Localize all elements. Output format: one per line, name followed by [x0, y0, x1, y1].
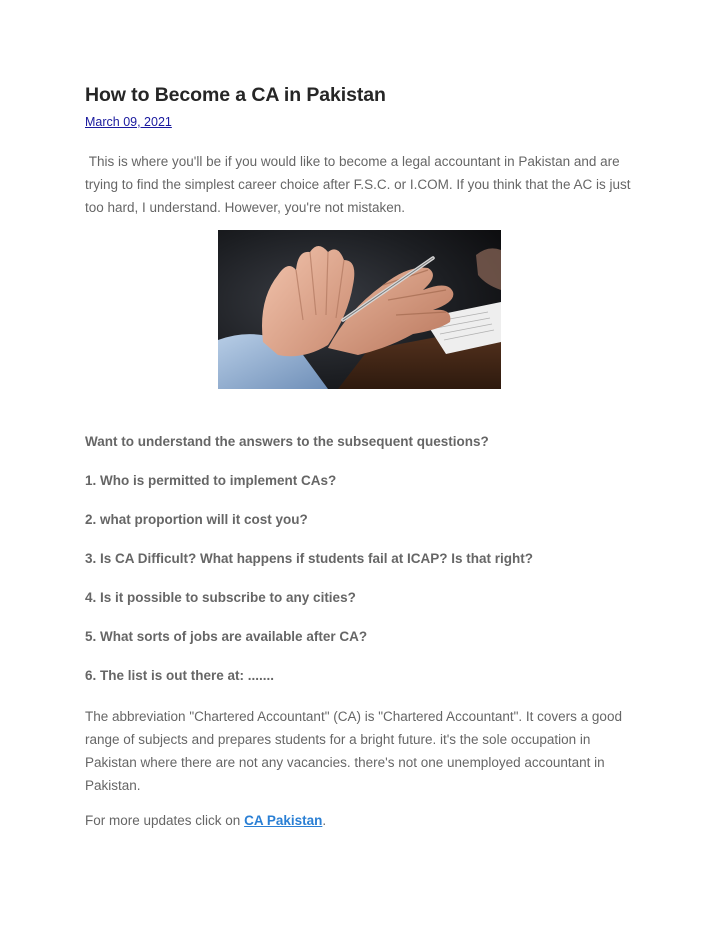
negotiation-hands-photo: [218, 230, 501, 389]
updates-line: [85, 813, 326, 828]
updates-suffix: .: [322, 813, 327, 828]
question-item: 2. what proportion will it cost you?: [85, 512, 308, 527]
question-item: 6. The list is out there at: .......: [85, 668, 275, 683]
updates-prefix: For more updates click on: [85, 813, 245, 828]
questions-heading: Want to understand the answers to the subsequent questions?: [85, 434, 489, 449]
question-item: 5. What sorts of jobs are available after CA?: [85, 629, 368, 644]
intro-paragraph: This is where you'll be if you would like to become a legal accountant in Pakistan and are trying to find the simplest career choice after F.S.C. or I.COM. If you think that the AC is just too hard, I understand. However, you're not mistaken.: [85, 154, 635, 215]
question-item: 1. Who is permitted to implement CAs?: [85, 473, 337, 488]
article-title: How to Become a CA in Pakistan: [85, 84, 386, 106]
body-paragraph: The abbreviation "Chartered Accountant" (CA) is "Chartered Accountant". It covers a good range of subjects and prepares students for a bright future. it's the sole occupation in Pakistan where there are not any vacancies. there's not one unemployed accountant in Pakistan.: [85, 709, 622, 793]
ca-pakistan-link[interactable]: CA Pakistan: [244, 813, 323, 828]
question-item: 4. Is it possible to subscribe to any cities?: [85, 590, 356, 605]
article-date-link[interactable]: March 09, 2021: [85, 115, 172, 129]
question-item: 3. Is CA Difficult? What happens if students fail at ICAP? Is that right?: [85, 551, 534, 566]
